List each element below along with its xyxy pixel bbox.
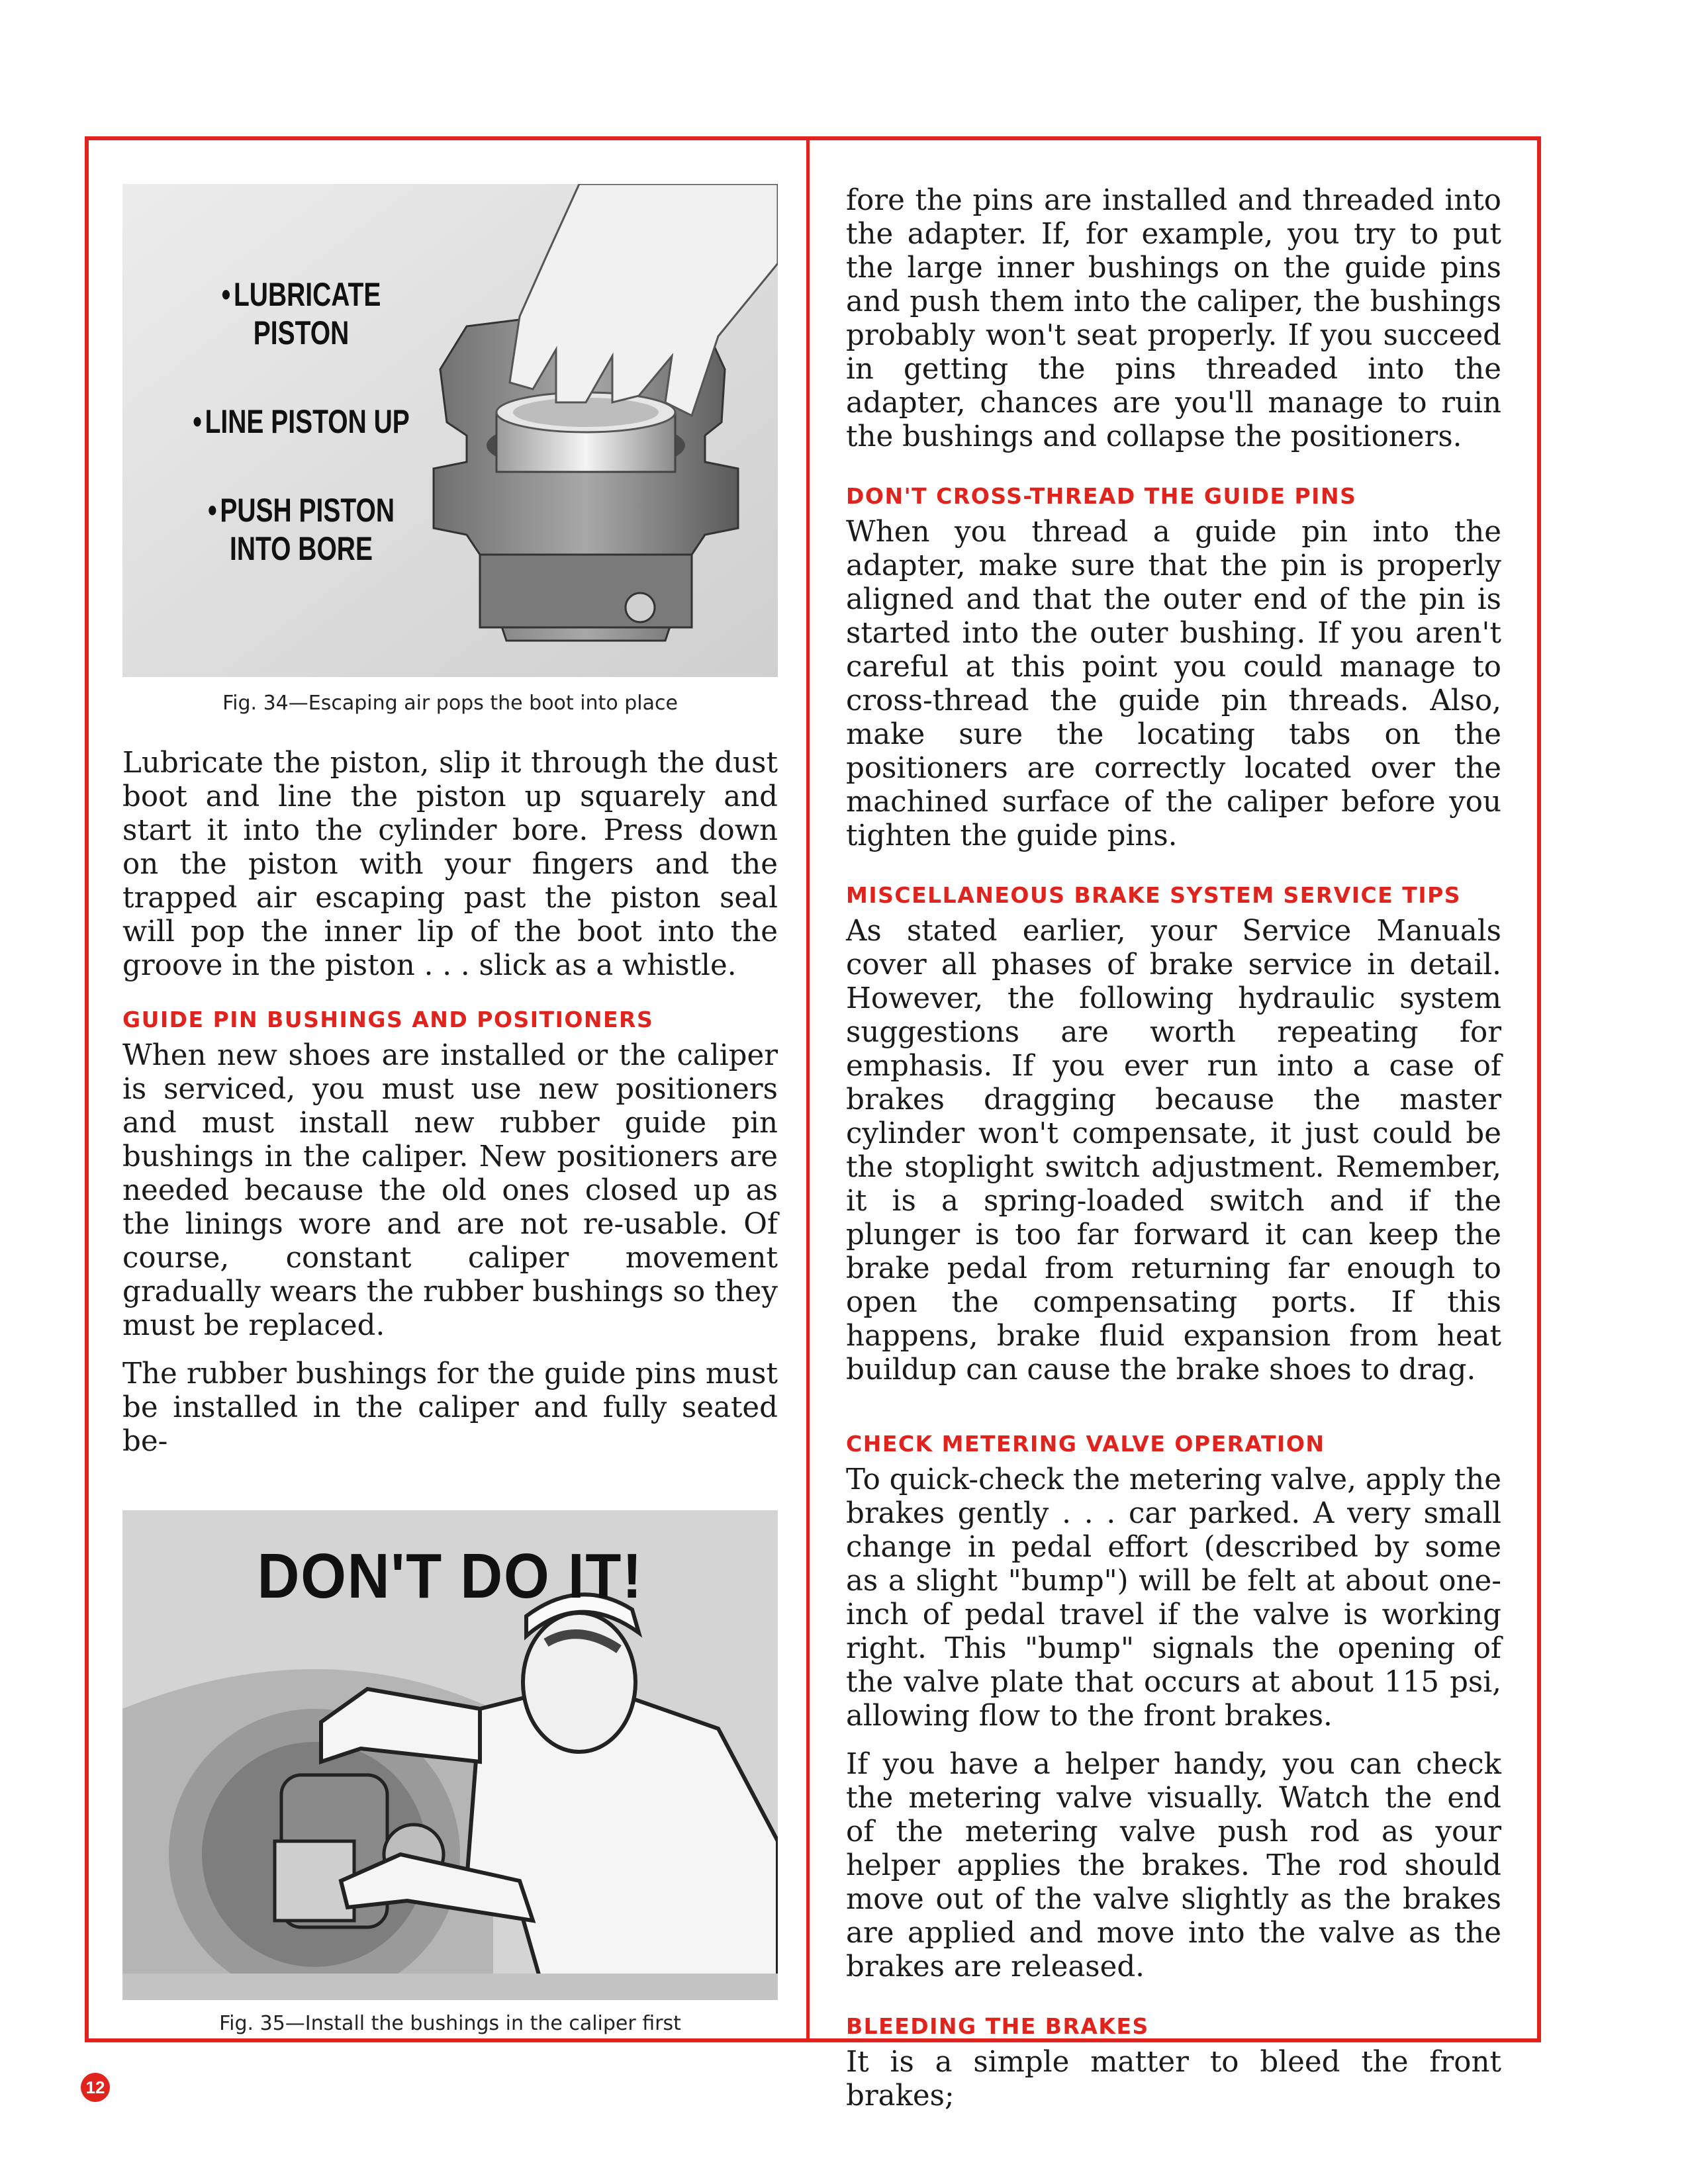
- right-paragraph-2: When you thread a guide pin into the adapter, make sure that the pin is properly aligned and that the outer end of the pin is started into the outer bushing. If you aren't careful at this point you could manage to cross-thread the guide pin threads. Also, make sure the locating tabs on the positioners are correctly located over the machined surface of the caliper before you tighten the guide pins.: [846, 516, 1501, 852]
- left-paragraph-2: When new shoes are installed or the caliper is serviced, you must use new positioners and must install new rubber guide pin bushings in the caliper. New positioners are needed because the old ones closed up as the linings wore and are not re-usable. Of course, constant caliper movement gradually wears the rubber bushings so they must be replaced.: [122, 1039, 778, 1342]
- heading-cross-thread: DON'T CROSS-THREAD THE GUIDE PINS: [846, 483, 1357, 509]
- heading-guide-pin-bushings: GUIDE PIN BUSHINGS AND POSITIONERS: [122, 1007, 654, 1032]
- figure-34-caption: Fig. 34—Escaping air pops the boot into place: [222, 692, 678, 715]
- right-paragraph-3: As stated earlier, your Service Manuals cover all phases of brake service in detail. However, the following hydraulic system suggestions are worth repeating for emphasis. If you ever run into a case of brakes dragging because the master cylinder won't compensate, it just could be the stoplight switch adjustment. Remember, it is a spring-loaded switch and if the plunger is too far forward it can keep the brake pedal from returning far enough to open the compensating ports. If this happens, brake fluid expansion from heat buildup can cause the brake shoes to drag.: [846, 915, 1501, 1387]
- bullet-push-piston-into-bore: •PUSH PISTON INTO BORE: [207, 492, 395, 567]
- left-paragraph-1: Lubricate the piston, slip it through the dust boot and line the piston up squarely and start it into the cylinder bore. Press down on the piston with your fingers and the trapped air escaping past the piston seal will pop the inner lip of the boot into the groove in the piston . . . slick as a whistle.: [122, 747, 778, 982]
- bullet-lubricate-piston: •LUBRICATE PISTON: [221, 276, 381, 351]
- right-paragraph-6: It is a simple matter to bleed the front brakes;: [846, 2046, 1501, 2113]
- right-column: [846, 184, 1501, 2113]
- left-paragraph-3: The rubber bushings for the guide pins must be installed in the caliper and fully seated be-: [122, 1357, 778, 1458]
- right-paragraph-5: If you have a helper handy, you can check the metering valve visually. Watch the end of the metering valve push rod as your helper applies the brakes. The rod should move out of the valve slightly as the brakes are applied and move into the valve as the brakes are released.: [846, 1748, 1501, 1983]
- bullet-line-piston-up: •LINE PISTON UP: [193, 403, 410, 440]
- figure-34: [122, 184, 778, 677]
- heading-misc-tips: MISCELLANEOUS BRAKE SYSTEM SERVICE TIPS: [846, 882, 1462, 908]
- page-number-badge: 12: [81, 2073, 110, 2102]
- column-divider: [806, 136, 810, 2042]
- right-paragraph-4: To quick-check the metering valve, apply the brakes gently . . . car parked. A very small change in pedal effort (described by some as a slight "bump") will be felt at about one-inch of pedal travel if the valve is working right. This "bump" signals the opening of the valve plate that occurs at about 115 psi, allowing flow to the front brakes.: [846, 1463, 1502, 1733]
- figure-35-caption: Fig. 35—Install the bushings in the caliper first: [219, 2012, 681, 2035]
- heading-bleeding-brakes: BLEEDING THE BRAKES: [846, 2013, 1149, 2039]
- figure-35-title: DON'T DO IT!: [257, 1541, 643, 1612]
- heading-metering-valve: CHECK METERING VALVE OPERATION: [846, 1431, 1325, 1457]
- right-paragraph-1: fore the pins are installed and threaded into the adapter. If, for example, you try to put the large inner bushings on the guide pins and push them into the caliper, the bushings probably won't seat properly. If you succeed in getting the pins threaded into the adapter, chances are you'll manage to ruin the bushings and collapse the positioners.: [846, 184, 1501, 453]
- figure-34-bullets: [162, 275, 440, 618]
- figure-35: [122, 1510, 778, 2000]
- left-column: [122, 184, 778, 2035]
